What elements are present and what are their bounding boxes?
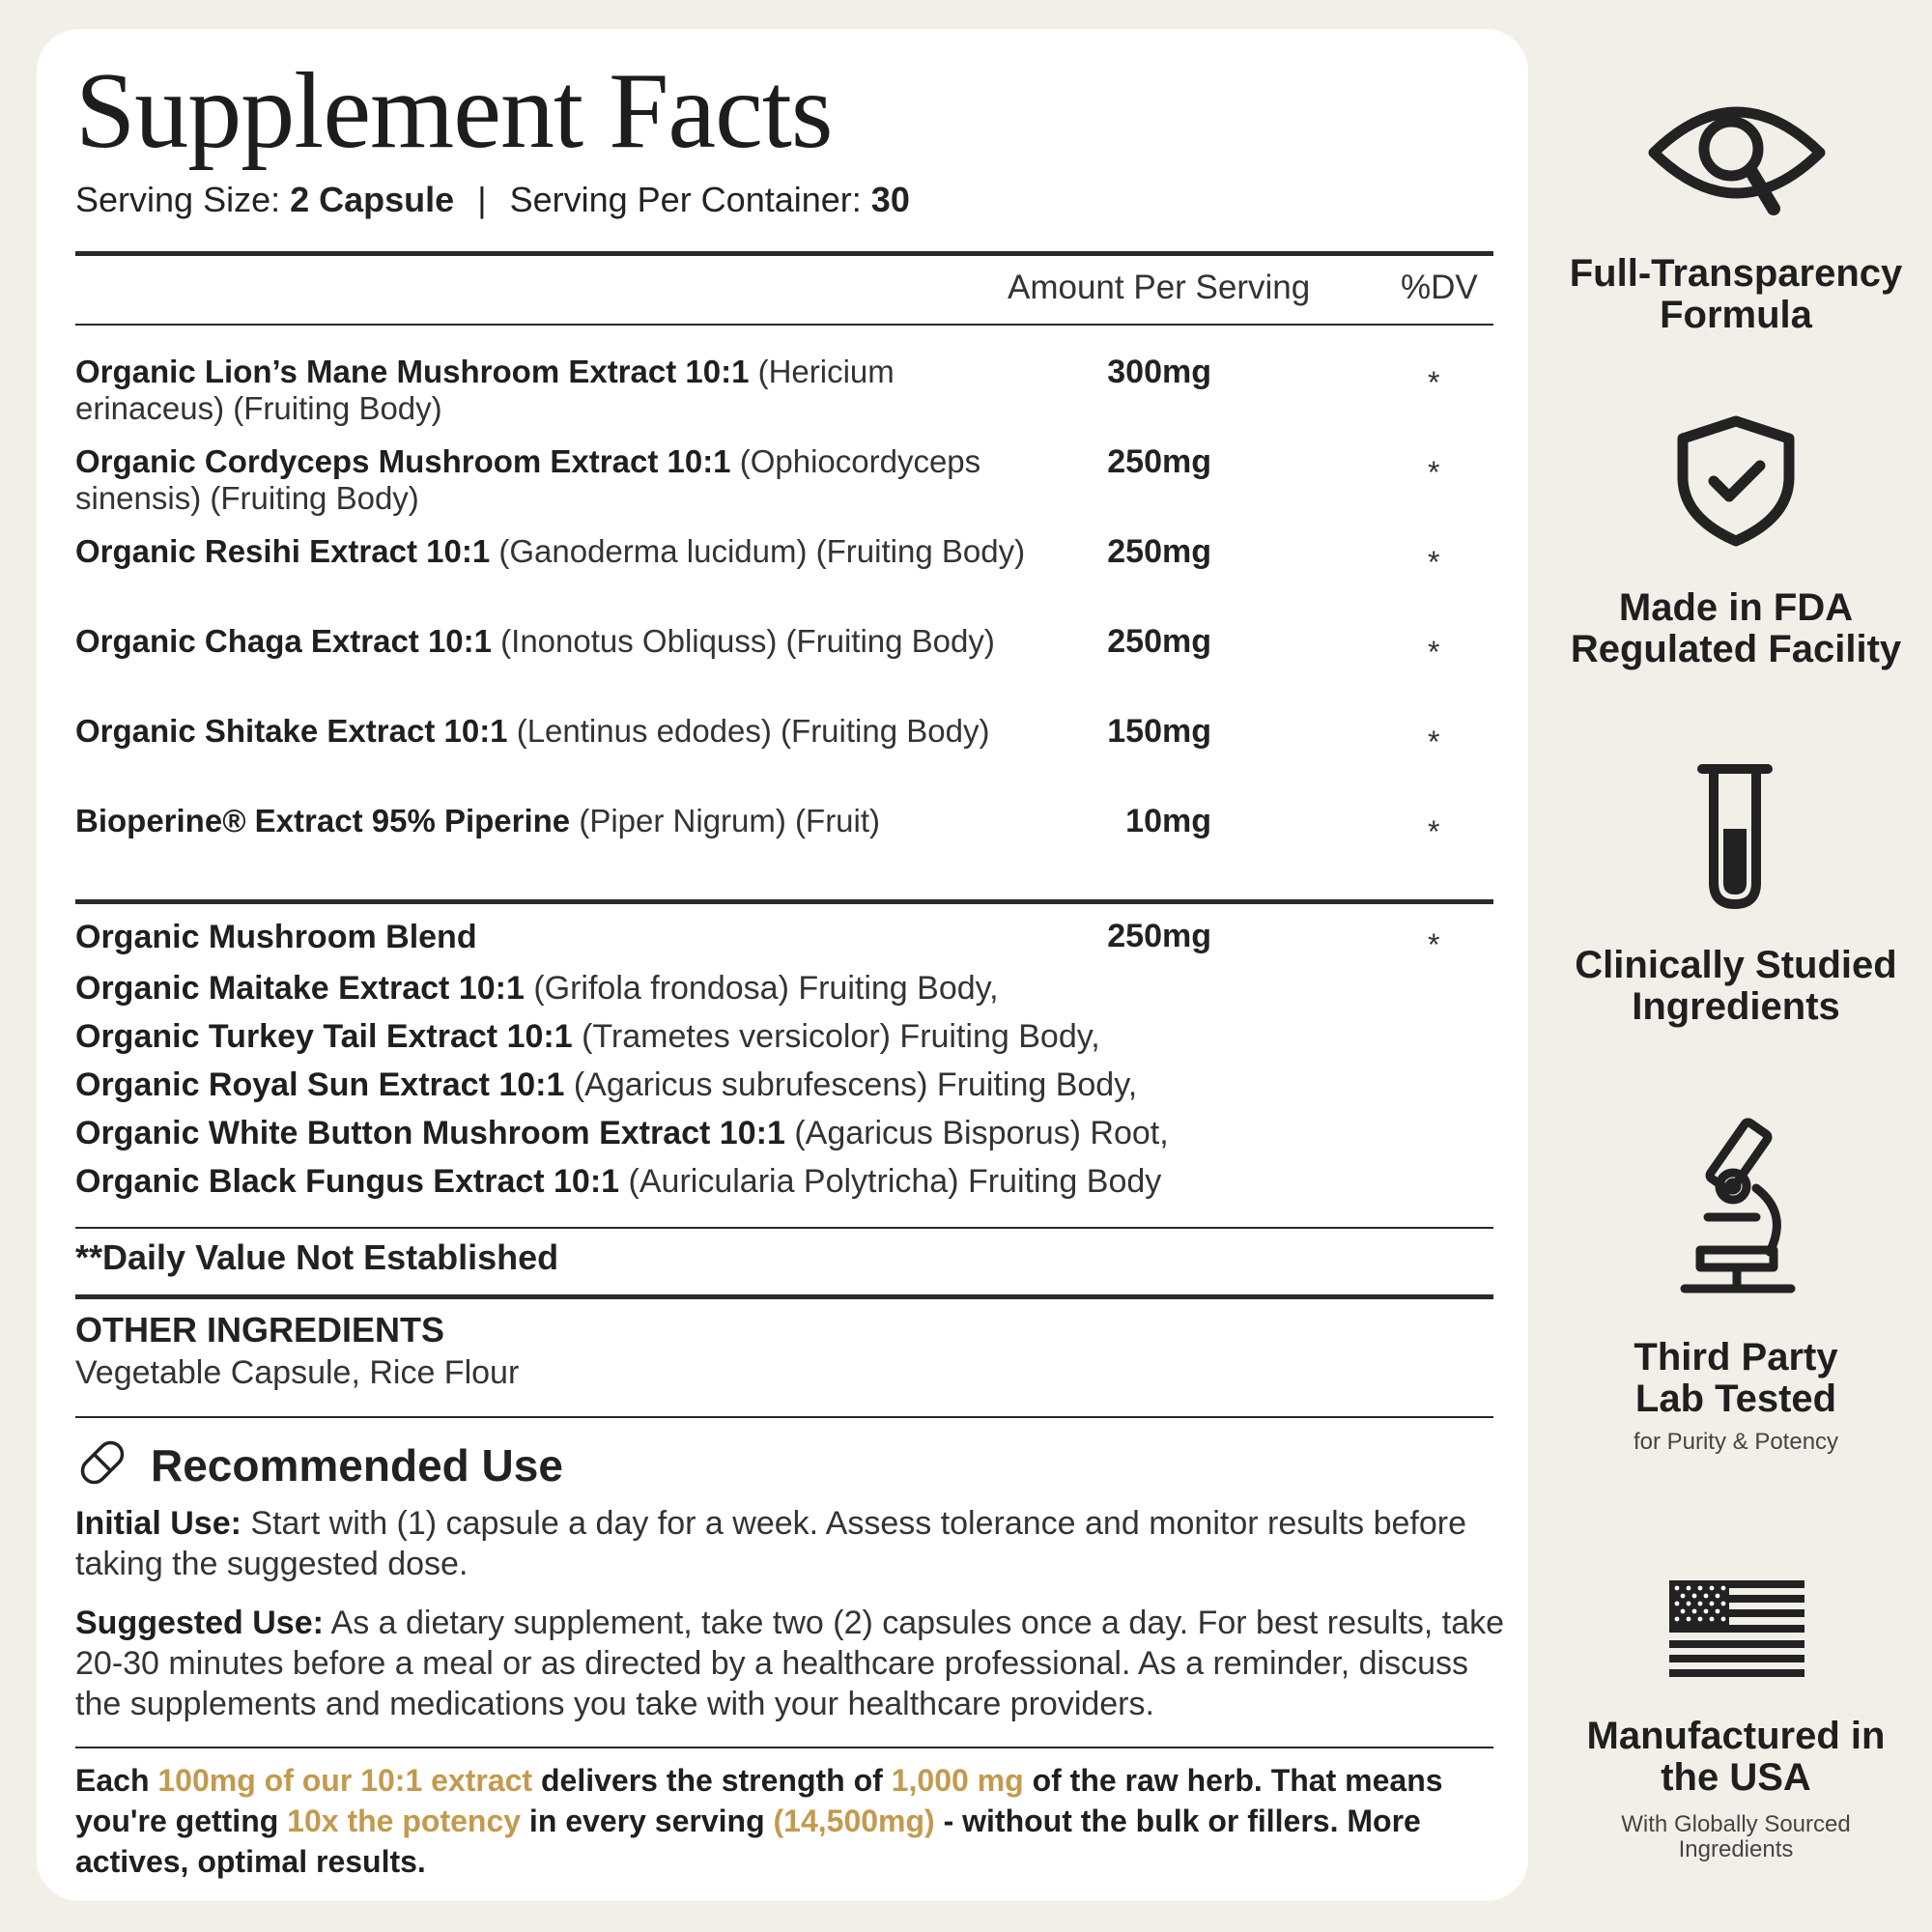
other-ingredients-heading: OTHER INGREDIENTS — [75, 1310, 445, 1350]
ingredient-latin: (Ganoderma lucidum) (Fruiting Body) — [498, 533, 1026, 569]
serving-separator: | — [477, 180, 487, 219]
feature-title: Made in FDA Regulated Facility — [1570, 586, 1902, 670]
ingredient-latin: (Hericium erinaceus) (Fruiting Body) — [75, 354, 895, 426]
ingredient-row-1 — [75, 354, 1041, 427]
header-daily-value: %DV — [1401, 269, 1478, 306]
blend-amount: 250mg — [1107, 918, 1211, 954]
page-title: Supplement Facts — [75, 51, 833, 171]
ingredient-dv: * — [1428, 545, 1440, 580]
ingredient-latin: (Lentinus edodes) (Fruiting Body) — [516, 713, 990, 749]
ingredient-dv: * — [1428, 365, 1440, 400]
ingredient-latin: (Piper Nigrum) (Fruit) — [579, 803, 881, 838]
highlight: 100mg of our 10:1 extract — [157, 1763, 533, 1798]
divider-thick — [75, 251, 1493, 256]
divider-thin — [75, 1416, 1493, 1418]
eye-search-icon — [1644, 87, 1830, 222]
header-amount-per-serving: Amount Per Serving — [1008, 269, 1311, 306]
divider-thin — [75, 324, 1493, 326]
blend-item: Organic Maitake Extract 10:1 (Grifola frondosa) Fruiting Body, — [75, 970, 999, 1007]
suggested-use-paragraph: Suggested Use: As a dietary supplement, take two (2) capsules once a day. For best results, take 20-30 minutes before a meal or as directed by a healthcare professional. As a reminder, discuss the supplements and medications you take with your healthcare providers. — [75, 1605, 1505, 1722]
ingredient-name: Organic Resihi Extract 10:1 — [75, 533, 491, 569]
ingredient-dv: * — [1428, 724, 1440, 759]
ingredient-row-6 — [75, 803, 1041, 839]
ingredient-name: Organic Chaga Extract 10:1 — [75, 623, 492, 659]
ingredient-row-4 — [75, 623, 1041, 660]
daily-value-note: **Daily Value Not Established — [75, 1237, 559, 1277]
highlight: (14,500mg) — [773, 1804, 935, 1838]
ingredient-name: Organic Lion’s Mane Mushroom Extract 10:1 — [75, 354, 750, 389]
divider-thin — [75, 1747, 1493, 1748]
ingredient-amount: 250mg — [1107, 443, 1211, 480]
serving-size-value: 2 Capsule — [290, 180, 455, 219]
ingredient-row-2 — [75, 443, 1041, 517]
ingredient-amount: 150mg — [1107, 713, 1211, 750]
ingredient-name: Organic Shitake Extract 10:1 — [75, 713, 508, 749]
blend-dv: * — [1428, 927, 1440, 962]
initial-use-paragraph: Initial Use: Start with (1) capsule a day for a week. Assess tolerance and monitor results before taking the suggested dose. — [75, 1505, 1467, 1582]
ingredient-name: Bioperine® Extract 95% Piperine — [75, 803, 571, 838]
highlight: 10x the potency — [287, 1804, 522, 1838]
ingredient-amount: 250mg — [1107, 533, 1211, 570]
blend-item: Organic Turkey Tail Extract 10:1 (Trametes versicolor) Fruiting Body, — [75, 1018, 1100, 1055]
feature-title: Manufactured in the USA — [1586, 1715, 1886, 1799]
us-flag-icon — [1669, 1580, 1804, 1677]
servings-per-container-value: 30 — [870, 180, 910, 219]
potency-note: Each 100mg of our 10:1 extract delivers the strength of 1,000 mg of the raw herb. That means you're getting 10x the potency in every serving (14,500mg) - without the bulk or fillers. More actives, optimal results. — [75, 1763, 1443, 1879]
ingredient-amount: 250mg — [1107, 623, 1211, 660]
feature-title: Clinically Studied Ingredients — [1575, 944, 1897, 1028]
capsule-icon — [75, 1435, 129, 1490]
serving-size-label: Serving Size: — [75, 180, 281, 219]
feature-subtitle: for Purity & Potency — [1633, 1429, 1839, 1455]
ingredient-amount: 10mg — [1125, 803, 1211, 839]
ingredient-dv: * — [1428, 814, 1440, 849]
ingredient-name: Organic Cordyceps Mushroom Extract 10:1 — [75, 443, 731, 479]
ingredient-latin: (Inonotus Obliquss) (Fruiting Body) — [500, 623, 995, 659]
other-ingredients-text: Vegetable Capsule, Rice Flour — [75, 1354, 520, 1391]
ingredient-amount: 300mg — [1107, 354, 1211, 390]
feature-subtitle: With Globally Sourced Ingredients — [1621, 1811, 1851, 1862]
ingredient-dv: * — [1428, 635, 1440, 669]
feature-title: Third Party Lab Tested — [1634, 1336, 1838, 1420]
serving-info — [75, 180, 910, 220]
microscope-icon — [1665, 1117, 1810, 1296]
divider-thin — [75, 1227, 1493, 1229]
blend-item: Organic Black Fungus Extract 10:1 (Auricularia Polytricha) Fruiting Body — [75, 1163, 1162, 1200]
divider-thick — [75, 1294, 1493, 1299]
ingredient-row-3 — [75, 533, 1041, 570]
divider-thick — [75, 899, 1493, 904]
blend-item: Organic Royal Sun Extract 10:1 (Agaricus subrufescens) Fruiting Body, — [75, 1066, 1138, 1103]
ingredient-dv: * — [1428, 455, 1440, 490]
ingredient-row-5 — [75, 713, 1041, 750]
blend-name: Organic Mushroom Blend — [75, 919, 477, 955]
feature-title: Full-Transparency Formula — [1569, 252, 1903, 336]
test-tube-icon — [1696, 761, 1774, 912]
servings-per-container-label: Serving Per Container: — [509, 180, 862, 219]
shield-check-icon — [1671, 413, 1801, 549]
blend-item: Organic White Button Mushroom Extract 10:1 (Agaricus Bisporus) Root, — [75, 1115, 1169, 1151]
ingredient-latin: (Ophiocordyceps sinensis) (Fruiting Body) — [75, 443, 981, 516]
recommended-use-heading: Recommended Use — [151, 1440, 563, 1491]
highlight: 1,000 mg — [891, 1763, 1024, 1798]
